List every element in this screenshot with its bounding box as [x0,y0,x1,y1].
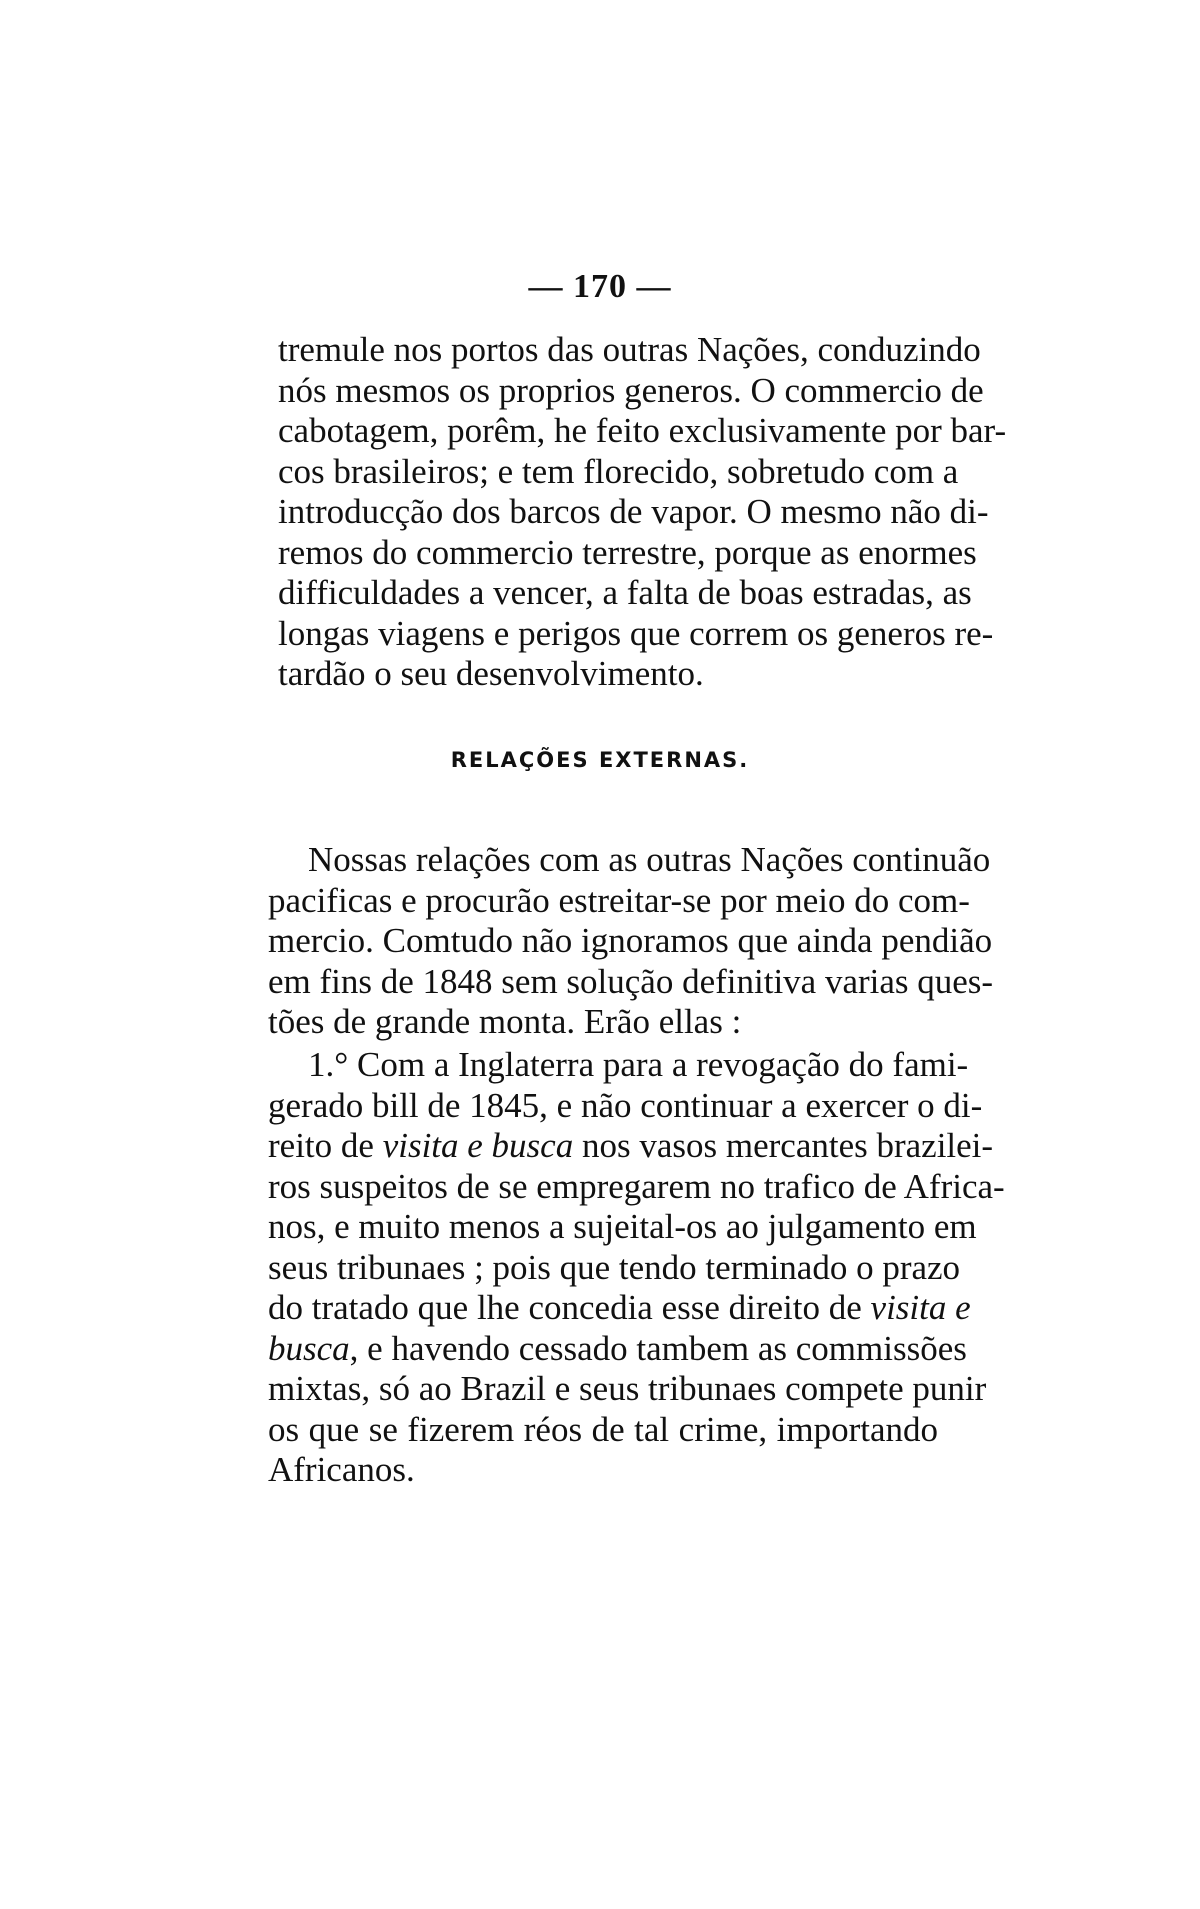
text-line: os que se fizerem réos de tal crime, importando [268,1409,938,1449]
text-line: cos brasileiros; e tem florecido, sobretudo com a [278,451,959,491]
text-line: ros suspeitos de se empregarem no trafico de Africa- [268,1166,1005,1206]
text-line: introducção dos barcos de vapor. O mesmo não di- [278,492,989,531]
text-line: do tratado que lhe concedia esse direito de visita e [268,1288,971,1327]
text-line: seus tribunaes ; pois que tendo terminado o prazo [268,1247,961,1287]
paragraph-england-item [268,1045,1005,1491]
text-line: Nossas relações com as outras Nações continuão [308,840,991,879]
text-line: tões de grande monta. Erão ellas : [268,1002,742,1041]
text-line: gerado bill de 1845, e não continuar a exercer o di- [268,1085,983,1125]
text-line: longas viagens e perigos que correm os generos re- [278,613,994,653]
text-line: remos do commercio terrestre, porque as enormes [278,532,977,572]
text-line: pacificas e procurão estreitar-se por meio do com- [268,880,970,920]
text-line: nos, e muito menos a sujeital-os ao julgamento em [268,1207,977,1246]
text-line: mercio. Comtudo não ignoramos que ainda pendião [268,921,993,960]
paragraph-commerce [278,330,1007,695]
paragraph-foreign-relations [268,840,994,1043]
text-line: busca, e havendo cessado tambem as commissões [268,1328,967,1368]
text-line: 1.° Com a Inglaterra para a revogação do fami- [308,1045,969,1084]
text-line: em fins de 1848 sem solução definitiva varias ques- [268,961,994,1001]
text-line: mixtas, só ao Brazil e seus tribunaes compete punir [268,1369,987,1408]
text-line: tremule nos portos das outras Nações, conduzindo [278,330,981,369]
text-line: tardão o seu desenvolvimento. [278,654,704,693]
section-heading: RELAÇÕES EXTERNAS. [450,748,750,772]
text-line: reito de visita e busca nos vasos mercantes brazilei- [268,1126,994,1165]
text-line: cabotagem, porêm, he feito exclusivamente por bar- [278,411,1007,450]
text-line: nós mesmos os proprios generos. O commercio de [278,370,984,410]
text-line: Africanos. [268,1450,415,1489]
text-line: difficuldades a vencer, a falta de boas estradas, as [278,573,972,612]
page-number: — 170 — [528,268,672,305]
